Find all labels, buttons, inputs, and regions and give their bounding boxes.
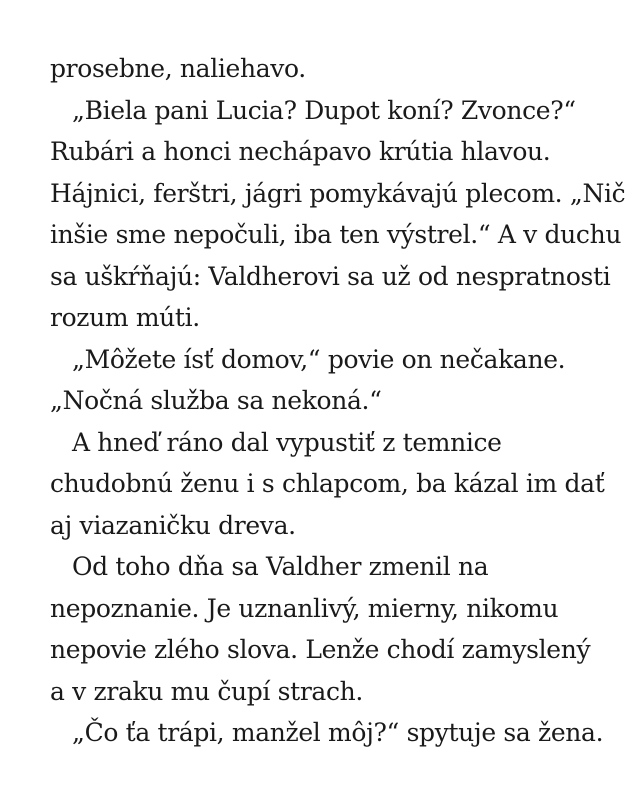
text-line: sa uškŕňajú: Valdherovi sa už od nespratnosti — [50, 261, 611, 291]
text-line: chudobnú ženu i s chlapcom, ba kázal im dať — [50, 469, 605, 498]
text-line: „Biela pani Lucia? Dupot koní? Zvonce?“ — [72, 95, 576, 125]
text-line: „Nočná služba sa nekoná.“ — [50, 386, 382, 415]
text-line: nepovie zlého slova. Lenže chodí zamyslený — [50, 635, 591, 664]
text-line: Hájnici, ferštri, jágri pomykávajú plecom. „Nič — [50, 178, 626, 208]
text-line: a v zraku mu čupí strach. — [50, 676, 363, 706]
text-line: „Môžete ísť domov,“ povie on nečakane. — [72, 344, 566, 374]
text-line: nepoznanie. Je uznanlivý, mierny, nikomu — [50, 593, 559, 623]
page-text — [50, 48, 626, 754]
text-line: aj viazaničku dreva. — [50, 510, 296, 540]
text-line: prosebne, naliehavo. — [50, 54, 306, 83]
text-line: inšie sme nepočuli, iba ten výstrel.“ A v duchu — [50, 220, 622, 249]
text-line: Rubári a honci nechápavo krútia hlavou. — [50, 137, 551, 166]
text-line: Od toho dňa sa Valdher zmenil na — [72, 552, 489, 581]
text-line: rozum múti. — [50, 303, 200, 332]
text-line: „Čo ťa trápi, manžel môj?“ spytuje sa žena. — [72, 718, 604, 747]
text-line: A hneď ráno dal vypustiť z temnice — [72, 427, 502, 457]
